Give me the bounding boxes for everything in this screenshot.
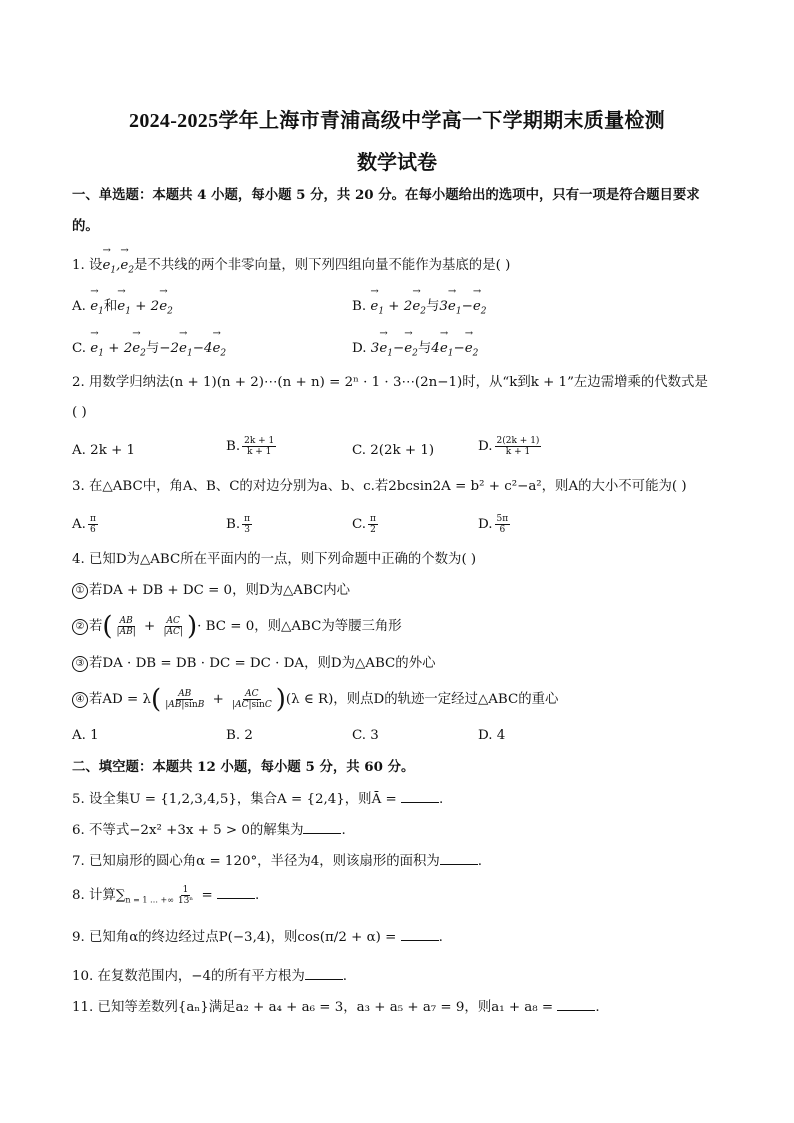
q1-stem-pre: 1. 设 [72,258,103,273]
question-5: 5. 设全集U = {1,2,3,4,5}，集合A = {2,4}，则Ā = . [72,792,444,807]
q4-statement-4: ④ 若AD = λ( $\frac{AB}{|AB|\sin B}$ + $\frac{AC}{|AC|\sin C}$ )(λ ∈ R)，则点D的轨迹一定经过△ABC的重心 [72,689,558,710]
q3-option-a: A. $\frac{\pi}{6}$ [72,514,96,535]
q2-option-b [226,436,278,457]
question-7: 7. 已知扇形的圆心角α = 120°，半径为4，则该扇形的面积为 . [72,854,483,869]
section1-heading: 一、单选题：本题共 4 小题，每小题 5 分，共 20 分。在每小题给出的选项中，只有一项是符合题目要求 [72,187,700,203]
section1-heading-cont: 的。 [72,218,99,234]
q1-d-conj: 与 [417,341,432,356]
q1-option-b: B. → $e_1 + 2\to e_2$与$3\to e_1-\to e_2$ [352,298,486,321]
q1-a-conj: 和 [103,299,118,314]
q2-d-label: D. [478,439,493,454]
q2-d-fraction: $\frac{2(2k + 1)}{k + 1}$ [496,436,540,457]
q4-s4-text: (λ ∈ R)，则点D的轨迹一定经过△ABC的重心 [285,692,559,707]
question-1-stem: 1. 设→ $e_1,\to e_2$是不共线的两个非零向量，则下列四组向量不能作为基底的是( ) [72,257,510,280]
q3-option-d: D. $\frac{5\pi}{6}$ [478,514,509,535]
question-4-stem: 4. 已知D为△ABC所在平面内的一点，则下列命题中正确的个数为( ) [72,552,477,567]
q1-option-d: D. $3\to e_1-\to e_2$与$4\to e_1-\to e_2$ [352,340,478,363]
question-2-stem-cont: ( ) [72,405,87,420]
question-11: 11. 已知等差数列{aₙ}满足a₂ + a₄ + a₆ = 3，a₃ + a₅ + a₇ = 9，则a₁ + a₈ = . [72,1000,600,1015]
exam-title: 2024-2025学年上海市青浦高级中学高一下学期期末质量检测 [129,110,665,132]
q4-s1-number: ① [72,583,88,599]
question-10: 10. 在复数范围内，−4的所有平方根为 . [72,969,348,984]
q4-statement-3 [72,655,435,673]
section2-heading: 二、填空题：本题共 12 小题，每小题 5 分，共 60 分。 [72,759,415,775]
question-3-stem: 3. 在△ABC中，角A、B、C的对边分别为a、b、c.若2bcsin2A = b² + c²−a²，则A的大小不可能为( ) [72,479,687,494]
q1-c-conj: 与 [145,341,160,356]
q2-b-label: B. [226,439,241,454]
q4-s4-number: ④ [72,692,88,708]
q4-option-a: A. 1 [72,728,99,743]
q1-option-a: A. → $e_1$和→ $e_1 + 2\to e_2$ [72,298,173,321]
q4-s3-number: ③ [72,656,88,672]
question-9: 9. 已知角α的终边经过点P(−3,4)，则cos(π/2 + α) = . [72,930,443,945]
q4-s1-text: 若DA + DB + DC = 0，则D为△ABC内心 [89,583,351,598]
q1-option-c-label: C. [72,341,87,356]
q3-option-c: C. $\frac{\pi}{2}$ [352,514,376,535]
q4-s2-text: · BC = 0，则△ABC为等腰三角形 [197,619,402,634]
q1-option-d-label: D. [352,341,367,356]
q1-option-c: C. → $e_1 + 2\to e_2$与$-2\to e_1-4\to e_2$ [72,340,226,363]
q4-statement-1 [72,582,350,600]
question-8: 8. 计算$\sum_{n = 1 \dots +\infty}$ $\frac{1}{\text{13ⁿ}}$ = . [72,885,260,906]
q2-option-a: A. 2k + 1 [72,443,136,458]
q2-b-fraction: $\frac{2k + 1}{k + 1}$ [244,436,275,457]
q4-s2-number: ② [72,619,88,635]
q4-option-d: D. 4 [478,728,506,743]
q1-option-a-label: A. [72,299,86,314]
q1-b-conj: 与 [425,299,440,314]
q1-option-b-label: B. [352,299,367,314]
question-6: 6. 不等式−2x² +3x + 5 > 0的解集为 . [72,823,346,838]
q4-option-b: B. 2 [226,728,253,743]
q4-s3-text: 若DA · DB = DB · DC = DC · DA，则D为△ABC的外心 [89,656,436,671]
q2-option-d [478,436,543,457]
q1-stem-post: 是不共线的两个非零向量，则下列四组向量不能作为基底的是( ) [134,258,511,273]
q4-statement-2: ② 若( $\frac{AB}{|AB|}$ + $\frac{AC}{|AC|}$ )· BC = 0，则△ABC为等腰三角形 [72,616,402,637]
q4-option-c: C. 3 [352,728,379,743]
exam-subtitle: 数学试卷 [357,152,437,174]
q2-option-c: C. 2(2k + 1) [352,443,435,458]
question-2-stem: 2. 用数学归纳法(n + 1)(n + 2)⋯(n + n) = 2ⁿ · 1 · 3⋯(2n−1)时，从“k到k + 1”左边需增乘的代数式是 [72,375,708,390]
q3-option-b: B. $\frac{\pi}{3}$ [226,514,251,535]
